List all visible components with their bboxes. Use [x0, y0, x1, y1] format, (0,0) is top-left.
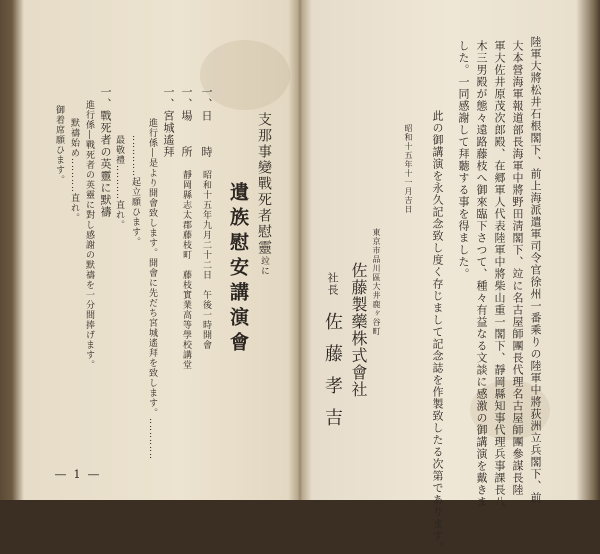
item-place: 一、場 所 靜岡縣志太郡藤枝町 藤枝實業高等學校講堂 [180, 86, 193, 370]
body-line-3: 軍大佐井原茂次郎殿、在郷軍人代表陸軍中將柴山重一閣下、靜岡縣知事代理兵事課長八 [493, 40, 506, 508]
line-2: ‥‥‥‥‥‥起立願ひます。 [130, 135, 140, 248]
line-1: 進行係―是より開會致します。開會に先だち宮城遙拜を致します。‥‥‥‥‥‥ [147, 118, 157, 461]
body-line-2: 大本營海軍報道部長海軍中將野田淸閣下、竝に名古屋師團長代理名古屋師團參謀長陸 [511, 40, 524, 496]
president [323, 272, 341, 440]
address: 東京市品川區大井鹿ヶ谷町 [372, 228, 381, 336]
line-4: 進行係―戰死者の英靈に對し感謝の默禱を一分間捧げます。 [84, 100, 94, 370]
item-silence: 一、戰死者の英靈に默禱 [99, 86, 112, 218]
item-date: 一、日 時 昭和十五年九月二十二日 午後一時開會 [200, 86, 213, 350]
line-5: 默禱始め‥‥‥‥‥直れ。 [69, 118, 79, 224]
date: 昭和十五年十一月吉日 [404, 124, 413, 214]
body-line-1: 陸軍大將松井石根閣下、前上海派遣軍司令官徐州一番乘りの陸軍中將荻洲立兵閣下、前 [529, 36, 542, 504]
body-line-5: した。一同感謝して拜聽する事を得ました。 [457, 40, 470, 280]
event-subtitle: 遺族慰安講演會 [227, 182, 249, 357]
paper-stain [200, 40, 290, 110]
company-name: 佐藤製藥株式會社 [349, 262, 368, 398]
line-3: 最敬禮‥‥‥‥‥直れ。 [114, 135, 124, 231]
president-label: 社長 [326, 272, 339, 296]
page-number: ― 1 ― [55, 468, 101, 481]
body-line-6: 此の御講演を永久記念致し度く存じまして記念誌を作製致したる次第であります。 [431, 110, 444, 554]
body-line-4: 木三男殿が態々遠路藤枝へ御來臨下さつて、種々有益なる文談に感激の御講演を戴きま [475, 40, 488, 508]
line-6: 御着席願ひます。 [54, 105, 64, 185]
president-name: 佐藤孝吉 [322, 312, 343, 440]
item-ceremony: 一、宮城遙拜 [162, 86, 175, 158]
event-title: 支那事變戰死者慰靈竝に [256, 112, 272, 276]
